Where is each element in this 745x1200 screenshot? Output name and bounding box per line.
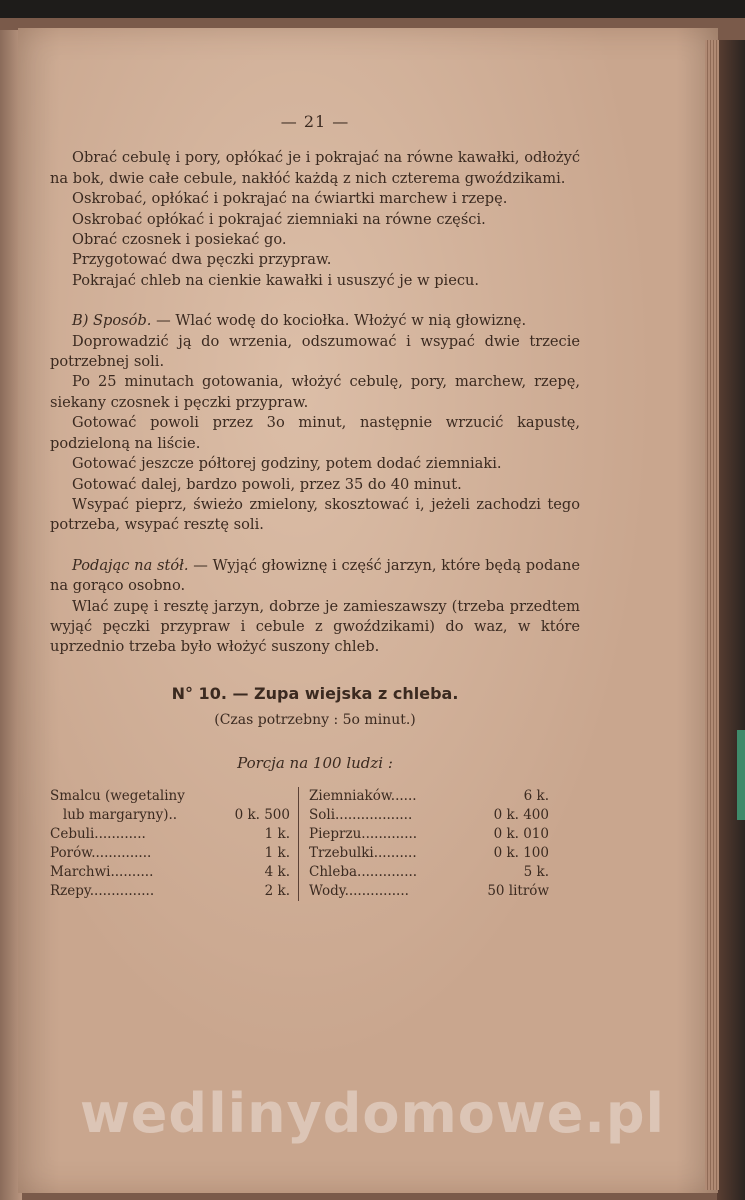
serving-label: Podając na stół. <box>72 556 189 574</box>
ingredient-name: Wody............... <box>309 882 409 899</box>
ingredient-name: Porów.............. <box>50 844 152 861</box>
paragraph: Wlać zupę i resztę jarzyn, dobrze je zamieszawszy (trzeba przedtem wyjąć pęczki przypraw i cebule z gwoździkami) do waz, w które uprzednio trzeba było włożyć suszony chleb. <box>50 597 580 656</box>
page-number: — 21 — <box>280 112 350 131</box>
ingredient-row <box>50 863 290 882</box>
paragraph: Oskrobać, opłókać i pokrajać na ćwiartki marchew i rzepę. <box>72 190 508 208</box>
ingredient-qty: 1 k. <box>264 825 290 842</box>
paragraph: Obrać czosnek i posiekać go. <box>72 231 287 249</box>
method-label: B) Sposób. <box>72 312 152 330</box>
ingredients-table <box>50 787 550 901</box>
ingredient-row <box>309 863 549 882</box>
ingredients-left-column <box>50 787 299 901</box>
ingredient-row <box>309 787 549 806</box>
ingredient-qty: 5 k. <box>523 863 549 880</box>
ingredient-row <box>309 844 549 863</box>
ingredient-row <box>50 806 290 825</box>
ingredients-right-column <box>299 787 549 901</box>
ingredient-row <box>309 806 549 825</box>
recipe-title: N° 10. — Zupa wiejska z chleba. <box>171 683 459 703</box>
ingredient-qty: 0 k. 010 <box>493 825 549 842</box>
paragraph: Przygotować dwa pęczki przypraw. <box>72 251 332 269</box>
ingredient-qty: 0 k. 400 <box>493 806 549 823</box>
ingredient-name: lub margaryny).. <box>50 806 178 823</box>
ingredient-row <box>309 882 549 901</box>
paragraph: Wsypać pieprz, świeżo zmielony, skosztować i, jeżeli zachodzi tego potrzeba, wsypać resztę soli. <box>50 495 580 534</box>
method-section <box>50 311 580 535</box>
paragraph: Gotować jeszcze półtorej godziny, potem dodać ziemniaki. <box>72 455 502 473</box>
paragraph: Doprowadzić ją do wrzenia, odszumować i wsypać dwie trzecie potrzebnej soli. <box>50 332 580 371</box>
preparation-section <box>50 148 580 291</box>
ingredient-name: Chleba.............. <box>309 863 418 880</box>
portion-heading: Porcja na 100 ludzi : <box>237 753 393 772</box>
ingredient-qty: 6 k. <box>523 787 549 804</box>
book-right-edge <box>717 40 745 1200</box>
paragraph: Gotować powoli przez 3o minut, następnie wrzucić kapustę, podzieloną na liście. <box>50 414 580 452</box>
watermark: wedlinydomowe.pl <box>79 1082 666 1145</box>
ingredient-name: Cebuli............ <box>50 825 146 842</box>
ingredient-qty: 1 k. <box>264 844 290 861</box>
ingredient-row <box>50 825 290 844</box>
recipe-time: (Czas potrzebny : 5o minut.) <box>214 712 416 729</box>
paragraph: Pokrajać chleb na cienkie kawałki i ususzyć je w piecu. <box>72 271 480 289</box>
ingredient-name: Smalcu (wegetaliny <box>50 787 185 804</box>
serving-section <box>50 556 580 658</box>
page-stack-edges <box>705 40 719 1190</box>
ingredient-name: Ziemniaków...... <box>309 787 417 804</box>
paragraph <box>50 556 580 597</box>
ingredient-name: Pieprzu............. <box>309 825 418 842</box>
paragraph: Gotować dalej, bardzo powoli, przez 35 do 40 minut. <box>72 475 462 493</box>
ingredient-name: Trzebulki.......... <box>309 844 417 861</box>
ingredient-name: Rzepy............... <box>50 882 155 899</box>
paragraph: Oskrobać opłókać i pokrajać ziemniaki na równe części. <box>72 210 486 228</box>
ingredient-name: Soli.................. <box>309 806 413 823</box>
page-content <box>50 112 580 901</box>
ingredient-qty: 0 k. 500 <box>234 806 290 823</box>
paragraph: Po 25 minutach gotowania, włożyć cebulę, pory, marchew, rzepę, siekany czosnek i pęczki przypraw. <box>50 373 580 411</box>
ingredient-qty: 4 k. <box>264 863 290 880</box>
paragraph-text: — Wlać wodę do kociołka. Włożyć w nią głowiznę. <box>156 312 527 330</box>
ingredient-qty: 0 k. 100 <box>493 844 549 861</box>
ingredient-row <box>309 825 549 844</box>
ingredient-row <box>50 882 290 901</box>
ingredient-qty: 2 k. <box>264 882 290 899</box>
ingredient-row <box>50 787 290 806</box>
ingredient-qty: 50 litrów <box>487 882 549 899</box>
bookmark-tab <box>737 730 745 820</box>
paragraph-text: — Wyjąć głowiznę i część jarzyn, które będą podane na gorąco osobno. <box>50 556 581 595</box>
paragraph: Obrać cebulę i pory, opłókać je i pokrajać na równe kawałki, odłożyć na bok, dwie całe cebule, nakłóć każdą z nich czterema gwoździkami. <box>50 149 580 187</box>
paragraph <box>50 311 580 331</box>
ingredient-row <box>50 844 290 863</box>
ingredient-name: Marchwi.......... <box>50 863 154 880</box>
